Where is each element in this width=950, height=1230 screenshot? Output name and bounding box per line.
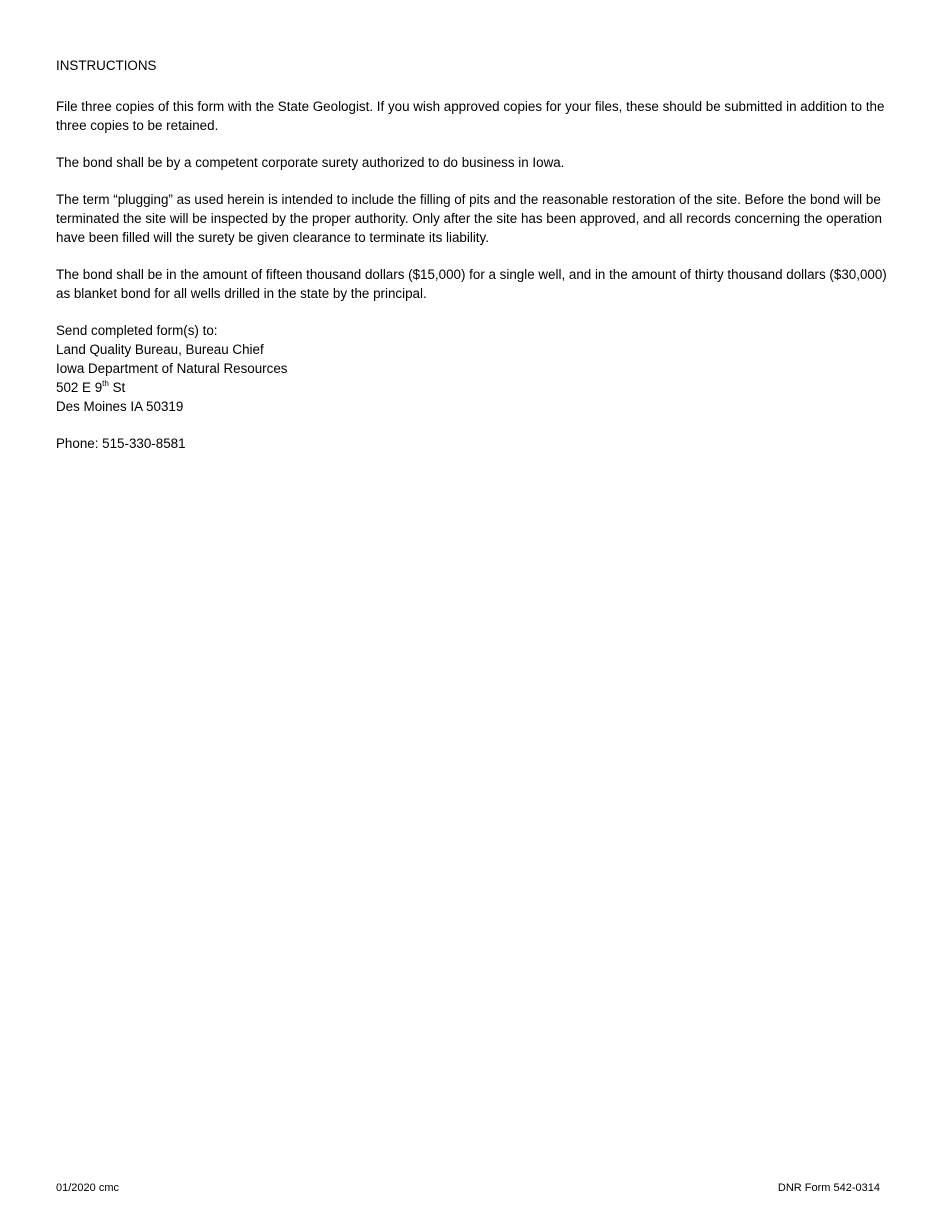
mailing-address <box>56 321 890 416</box>
street-ordinal-suffix: th <box>102 378 109 388</box>
paragraph-copies: File three copies of this form with the State Geologist. If you wish approved copies for your files, these should be submitted in addition to the three copies to be retained. <box>56 99 885 133</box>
phone-number: Phone: 515-330-8581 <box>56 436 186 451</box>
page-heading: INSTRUCTIONS <box>56 58 157 73</box>
paragraph-surety: The bond shall be by a competent corporate surety authorized to do business in Iowa. <box>56 155 565 170</box>
footer-revision-date: 01/2020 cmc <box>56 1182 119 1194</box>
street-number: 502 E 9 <box>56 380 103 395</box>
address-line-bureau: Land Quality Bureau, Bureau Chief <box>56 342 264 357</box>
address-line-street <box>56 378 890 397</box>
paragraph-bond-amount: The bond shall be in the amount of fifteen thousand dollars ($15,000) for a single well, and in the amount of thirty thousand dollars ($30,000) as blanket bond for all wells drilled in the state by the principal. <box>56 267 887 301</box>
address-intro: Send completed form(s) to: <box>56 323 218 338</box>
paragraph-plugging: The term “plugging” as used herein is intended to include the filling of pits and the reasonable restoration of the site. Before the bond will be terminated the site will be inspected by the proper authority. Only after the site has been approved, and all records concerning the operation have been filled will the surety be given clearance to terminate its liability. <box>56 192 882 245</box>
address-line-city: Des Moines IA 50319 <box>56 399 184 414</box>
street-name-suffix: St <box>108 380 126 395</box>
footer-form-number: DNR Form 542-0314 <box>777 1182 880 1194</box>
document-page <box>56 56 890 471</box>
address-line-department: Iowa Department of Natural Resources <box>56 361 288 376</box>
